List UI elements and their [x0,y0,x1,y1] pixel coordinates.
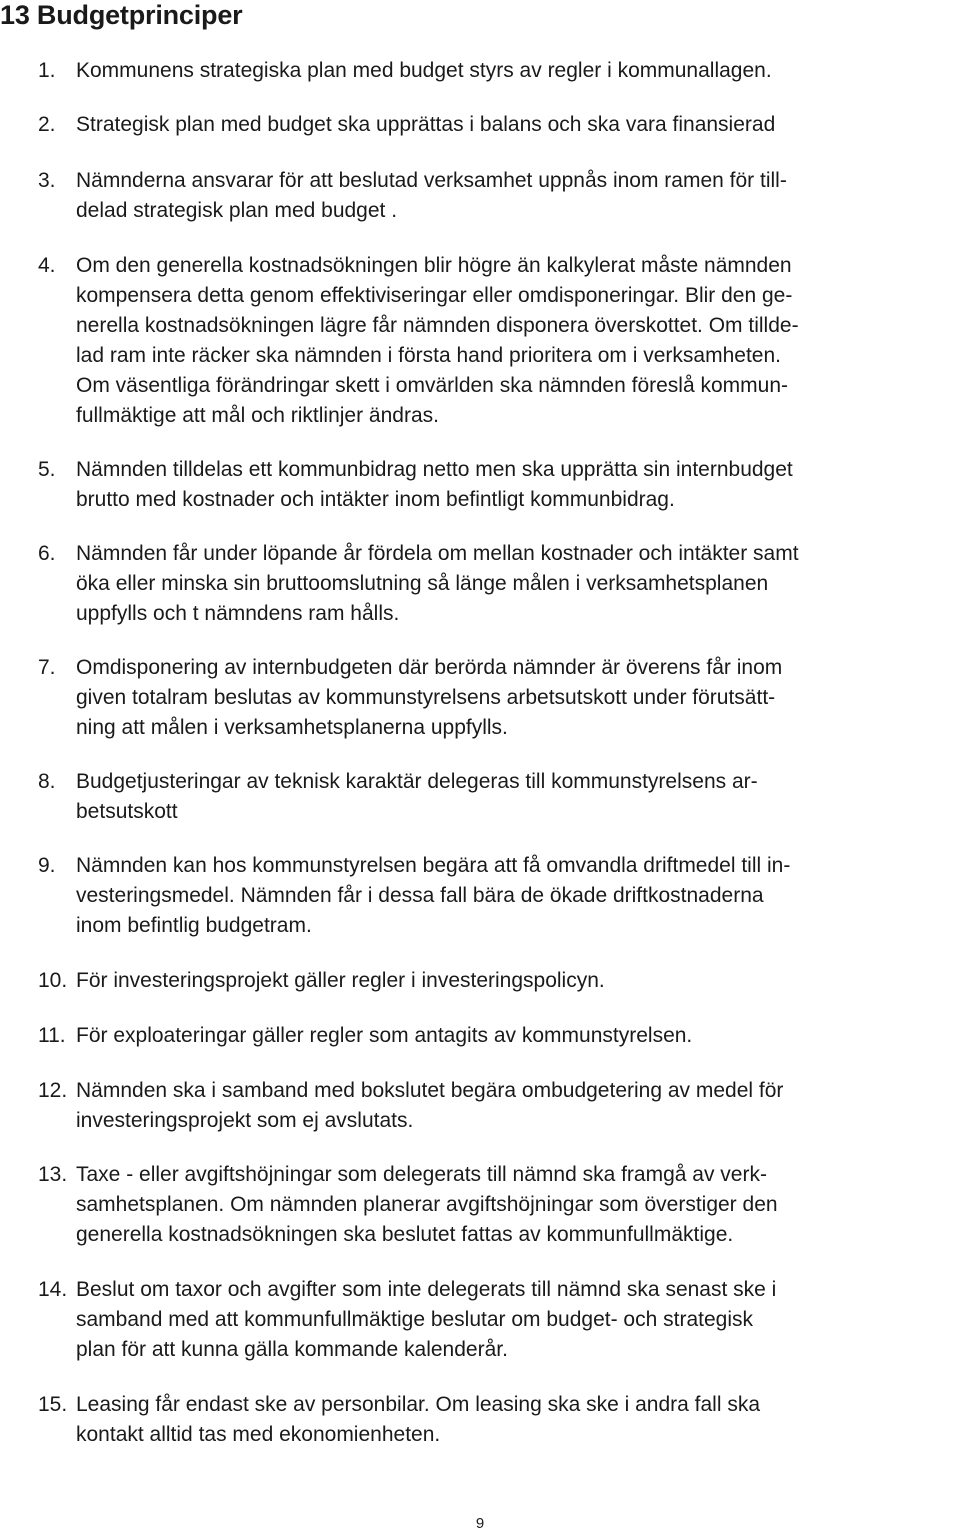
list-item-number: 7. [38,656,56,679]
list-item-number: 5. [38,458,56,481]
list-item-text: nerella kostnadsökningen lägre får nämnden disponera överskottet. Om tillde- [76,314,799,337]
list-item-text: betsutskott [76,800,178,823]
list-item-number: 1. [38,59,56,82]
list-item-number: 10. [38,969,68,992]
list-item-number: 3. [38,169,56,192]
list-item-text: öka eller minska sin bruttoomslutning så länge målen i verksamhetsplanen [76,572,769,595]
list-item-number: 6. [38,542,56,565]
page-title: 13 Budgetprinciper [0,0,243,30]
list-item-text: Beslut om taxor och avgifter som inte delegerats till nämnd ska senast ske i [76,1278,777,1301]
list-item-text: Nämnden får under löpande år fördela om mellan kostnader och intäkter samt [76,542,799,565]
list-item-text: Nämnden kan hos kommunstyrelsen begära att få omvandla driftmedel till in- [76,854,791,877]
list-item-text: Budgetjusteringar av teknisk karaktär delegeras till kommunstyrelsens ar- [76,770,758,793]
list-item-text: generella kostnadsökningen ska beslutet fattas av kommunfullmäktige. [76,1223,734,1246]
list-item-text: samhetsplanen. Om nämnden planerar avgiftshöjningar som överstiger den [76,1193,778,1216]
list-item-number: 14. [38,1278,68,1301]
list-item-text: samband med att kommunfullmäktige beslutar om budget- och strategisk [76,1308,753,1331]
list-item-text: lad ram inte räcker ska nämnden i första hand prioritera om i verksamheten. [76,344,781,367]
list-item-text: Om väsentliga förändringar skett i omvärlden ska nämnden föreslå kommun- [76,374,788,397]
list-item-text: Om den generella kostnadsökningen blir högre än kalkylerat måste nämnden [76,254,792,277]
list-item-number: 4. [38,254,56,277]
list-item-text: Kommunens strategiska plan med budget styrs av regler i kommunallagen. [76,59,772,82]
list-item-text: Strategisk plan med budget ska upprättas i balans och ska vara finansierad [76,113,776,136]
list-item-text: delad strategisk plan med budget . [76,199,398,222]
list-item-text: För investeringsprojekt gäller regler i investeringspolicyn. [76,969,605,992]
list-item-text: brutto med kostnader och intäkter inom befintligt kommunbidrag. [76,488,675,511]
list-item-number: 2. [38,113,56,136]
list-item-text: Nämnden ska i samband med bokslutet begära ombudgetering av medel för [76,1079,784,1102]
list-item-text: investeringsprojekt som ej avslutats. [76,1109,414,1132]
list-item-text: Leasing får endast ske av personbilar. Om leasing ska ske i andra fall ska [76,1393,761,1416]
list-item-number: 8. [38,770,56,793]
list-item-text: Nämnden tilldelas ett kommunbidrag netto men ska upprätta sin internbudget [76,458,793,481]
list-item-text: uppfylls och t nämndens ram hålls. [76,602,400,625]
list-item-number: 9. [38,854,56,877]
list-item-text: plan för att kunna gälla kommande kalenderår. [76,1338,508,1361]
list-item-text: Omdisponering av internbudgeten där berörda nämnder är överens får inom [76,656,783,679]
list-item-number: 13. [38,1163,68,1186]
list-item-text: fullmäktige att mål och riktlinjer ändras. [76,404,439,427]
list-item-text: Nämnderna ansvarar för att beslutad verksamhet uppnås inom ramen för till- [76,169,787,192]
list-item-text: För exploateringar gäller regler som antagits av kommunstyrelsen. [76,1024,693,1047]
list-item-text: Taxe - eller avgiftshöjningar som delegerats till nämnd ska framgå av verk- [76,1163,767,1186]
list-item-number: 15. [38,1393,68,1416]
page-number: 9 [475,1515,485,1532]
list-item-text: vesteringsmedel. Nämnden får i dessa fall bära de ökade driftkostnaderna [76,884,764,907]
list-item-number: 12. [38,1079,68,1102]
list-item-text: inom befintlig budgetram. [76,914,312,937]
list-item-text: kompensera detta genom effektiviseringar eller omdisponeringar. Blir den ge- [76,284,793,307]
list-item-text: given totalram beslutas av kommunstyrelsens arbetsutskott under förutsätt- [76,686,776,709]
list-item-number: 11. [38,1024,66,1047]
list-item-text: ning att målen i verksamhetsplanerna uppfylls. [76,716,508,739]
list-item-text: kontakt alltid tas med ekonomienheten. [76,1423,441,1446]
